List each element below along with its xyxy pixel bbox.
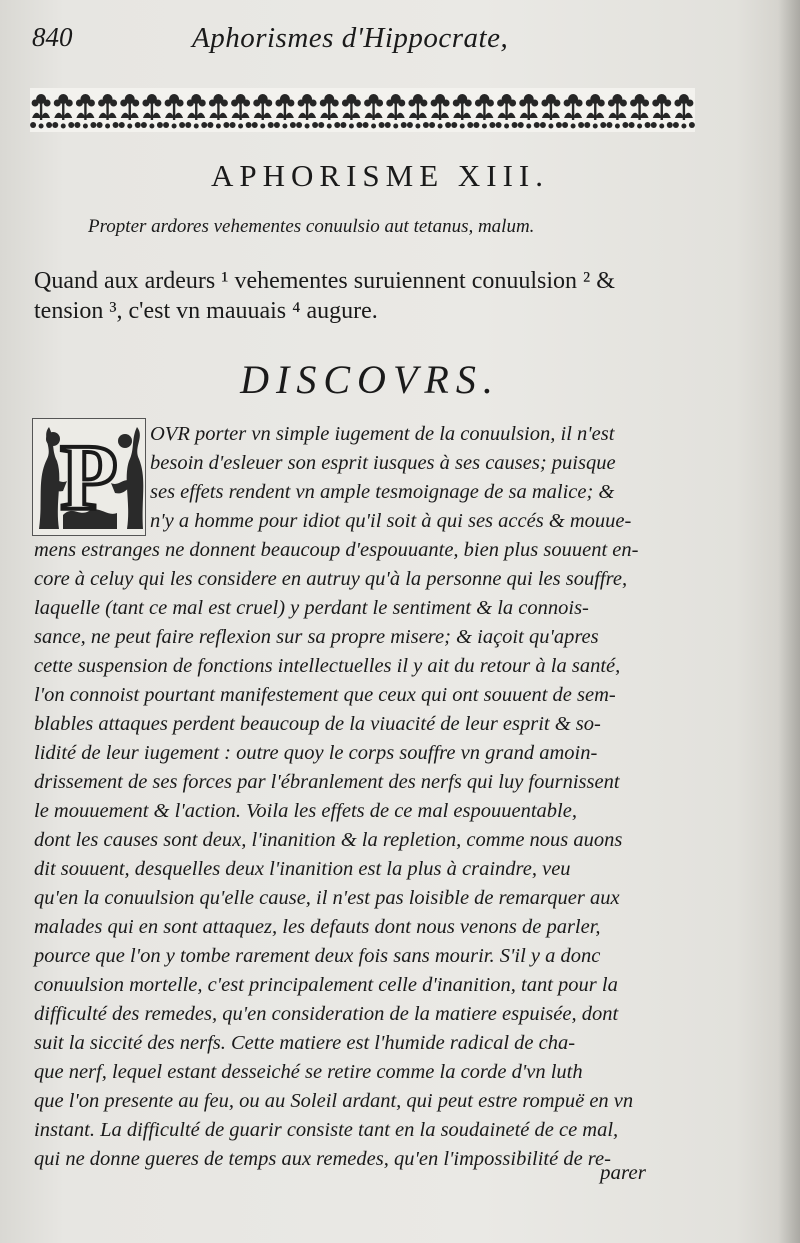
ornament-flower — [451, 94, 473, 129]
ornament-flower — [340, 94, 362, 129]
ornament-flower — [629, 94, 651, 129]
ornament-flower — [385, 94, 407, 129]
ornament-flower — [518, 94, 540, 129]
ornament-flower — [584, 94, 606, 129]
ornament-flower — [496, 94, 518, 129]
text-line: besoin d'esleuer son esprit iusques à ses causes; puisque — [150, 452, 616, 474]
ornament-flower — [363, 94, 385, 129]
ornament-flower — [651, 94, 673, 129]
aphorism-heading: APHORISME XIII. — [211, 158, 549, 193]
text-line: qui ne donne gueres de temps aux remedes, qu'en l'impossibilité de re- — [34, 1148, 611, 1170]
text-line: drissement de ses forces par l'ébranlement des nerfs qui luy fournissent — [34, 771, 620, 793]
ornament-flower — [296, 94, 318, 129]
running-head: Aphorismes d'Hippocrate, — [192, 22, 509, 54]
ornament-flower — [540, 94, 562, 129]
ornament-flower — [274, 94, 296, 129]
ornament-flower — [429, 94, 451, 129]
text-line: conuulsion mortelle, c'est principalement celle d'inanition, tant pour la — [34, 974, 618, 996]
ornament-flower — [407, 94, 429, 129]
ornamental-headpiece — [30, 88, 695, 132]
text-line: OVR porter vn simple iugement de la conuulsion, il n'est — [150, 423, 615, 445]
text-line: suit la siccité des nerfs. Cette matiere est l'humide radical de cha- — [34, 1032, 576, 1054]
text-line: laquelle (tant ce mal est cruel) y perdant le sentiment & la connois- — [34, 597, 589, 619]
text-line: dont les causes sont deux, l'inanition & la repletion, comme nous auons — [34, 829, 623, 851]
ornament-flower — [52, 94, 74, 129]
text-line: le mouuement & l'action. Voila les effets de ce mal espouuentable, — [34, 800, 577, 822]
discourse-body — [34, 420, 698, 1174]
page-number: 840 — [32, 22, 73, 52]
page-header — [32, 22, 760, 62]
ornament-flower — [141, 94, 163, 129]
ornament-flower — [30, 94, 52, 129]
ornament-flower — [562, 94, 584, 129]
text-line: lidité de leur iugement : outre quoy le corps souffre vn grand amoin- — [34, 742, 598, 764]
text-line: blables attaques perdent beaucoup de la viuacité de leur esprit & so- — [34, 713, 601, 735]
page-edge-shadow — [778, 0, 800, 1243]
text-line: l'on connoist pourtant manifestement que ceux qui ont souuent de sem- — [34, 684, 616, 706]
ornament-flower — [606, 94, 628, 129]
text-line: pource que l'on y tombe rarement deux fois sans mourir. S'il y a donc — [34, 945, 601, 967]
french-translation — [34, 266, 704, 326]
french-line: tension ³, c'est vn mauuais ⁴ augure. — [34, 298, 378, 324]
ornament-flower — [74, 94, 96, 129]
text-line: malades qui en sont attaquez, les defauts dont nous venons de parler, — [34, 916, 601, 938]
ornament-flower — [163, 94, 185, 129]
text-line: dit souuent, desquelles deux l'inanition est la plus à craindre, veu — [34, 858, 571, 880]
text-line: mens estranges ne donnent beaucoup d'espouuante, bien plus souuent en- — [34, 539, 639, 561]
text-line: core à celuy qui les considere en autruy qu'à la personne qui les souffre, — [34, 568, 628, 590]
text-line: sance, ne peut faire reflexion sur sa propre misere; & iaçoit qu'apres — [34, 626, 599, 648]
text-line: n'y a homme pour idiot qu'il soit à qui ses accés & mouue- — [150, 510, 632, 532]
text-line: instant. La difficulté de guarir consiste tant en la soudaineté de ce mal, — [34, 1119, 619, 1141]
text-line: qu'en la conuulsion qu'elle cause, il n'est pas loisible de remarquer aux — [34, 887, 620, 909]
drop-cap-letter: P — [60, 426, 118, 530]
catchword: parer — [600, 1160, 646, 1184]
french-line: Quand aux ardeurs ¹ vehementes suruiennent conuulsion ² & — [34, 268, 615, 294]
ornament-flower — [673, 94, 695, 129]
ornament-flower — [207, 94, 229, 129]
text-line: que l'on presente au feu, ou au Soleil ardant, qui peut estre rompuë en vn — [34, 1090, 634, 1112]
ornament-flower — [97, 94, 119, 129]
ornament-flower — [473, 94, 495, 129]
ornament-flower — [252, 94, 274, 129]
text-line: que nerf, lequel estant desseiché se retire comme la corde d'vn luth — [34, 1061, 583, 1083]
latin-aphorism: Propter ardores vehementes conuulsio aut tetanus, malum. — [88, 216, 535, 237]
ornament-flower — [230, 94, 252, 129]
ornament-flower — [185, 94, 207, 129]
text-line: ses effets rendent vn ample tesmoignage de sa malice; & — [150, 481, 615, 503]
text-line: difficulté des remedes, qu'en consideration de la matiere espuisée, dont — [34, 1003, 619, 1025]
text-line: cette suspension de fonctions intellectuelles il y ait du retour à la santé, — [34, 655, 621, 677]
ornament-flower — [119, 94, 141, 129]
discourse-title: DISCOVRS. — [240, 357, 500, 402]
ornament-flower — [318, 94, 340, 129]
